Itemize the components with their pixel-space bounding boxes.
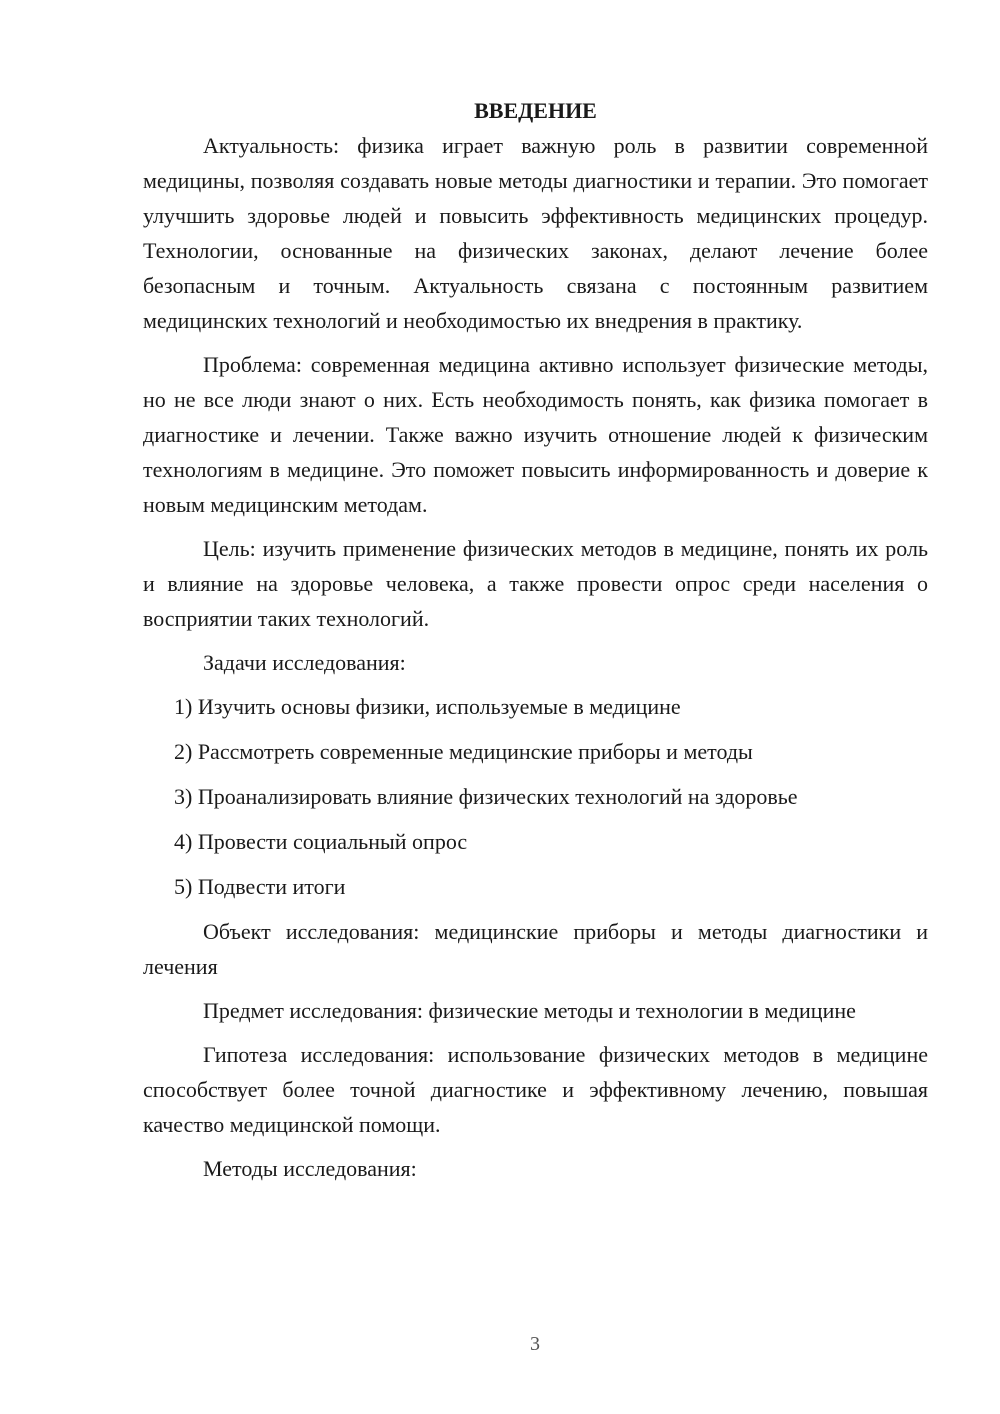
- hypothesis-paragraph: Гипотеза исследования: использование физических методов в медицине способствует более точной диагностике и эффективному лечению, повышая качество медицинской помощи.: [143, 1042, 928, 1137]
- object-paragraph: Объект исследования: медицинские приборы и методы диагностики и лечения: [143, 919, 928, 979]
- list-item: 2) Рассмотреть современные медицинские приборы и методы: [174, 739, 753, 764]
- tasks-heading: Задачи исследования:: [203, 650, 406, 675]
- list-item: 5) Подвести итоги: [174, 874, 346, 899]
- methods-heading: Методы исследования:: [203, 1156, 417, 1181]
- problem-paragraph: Проблема: современная медицина активно использует физические методы, но не все люди знают о них. Есть необходимость понять, как физика помогает в диагностике и лечении. Также важно изучить отношение людей к физическим технологиям в медицине. Это поможет повысить информированность и доверие к новым медицинским методам.: [143, 352, 928, 517]
- subject-paragraph: Предмет исследования: физические методы и технологии в медицине: [203, 998, 856, 1023]
- section-title: ВВЕДЕНИЕ: [474, 98, 597, 123]
- list-item: 4) Провести социальный опрос: [174, 829, 468, 854]
- page-content: [143, 94, 928, 1195]
- relevance-paragraph: Актуальность: физика играет важную роль в развитии современной медицины, позволяя создавать новые методы диагностики и терапии. Это помогает улучшить здоровье людей и повысить эффективность медицинских процедур. Технологии, основанные на физических законах, делают лечение более безопасным и точным. Актуальность связана с постоянным развитием медицинских технологий и необходимостью их внедрения в практику.: [143, 133, 928, 333]
- tasks-list: [143, 689, 928, 904]
- list-item: 3) Проанализировать влияние физических технологий на здоровье: [174, 784, 798, 809]
- goal-paragraph: Цель: изучить применение физических методов в медицине, понять их роль и влияние на здоровье человека, а также провести опрос среди населения о восприятии таких технологий.: [143, 536, 928, 631]
- page-number: 3: [530, 1333, 540, 1355]
- list-item: 1) Изучить основы физики, используемые в медицине: [174, 694, 681, 719]
